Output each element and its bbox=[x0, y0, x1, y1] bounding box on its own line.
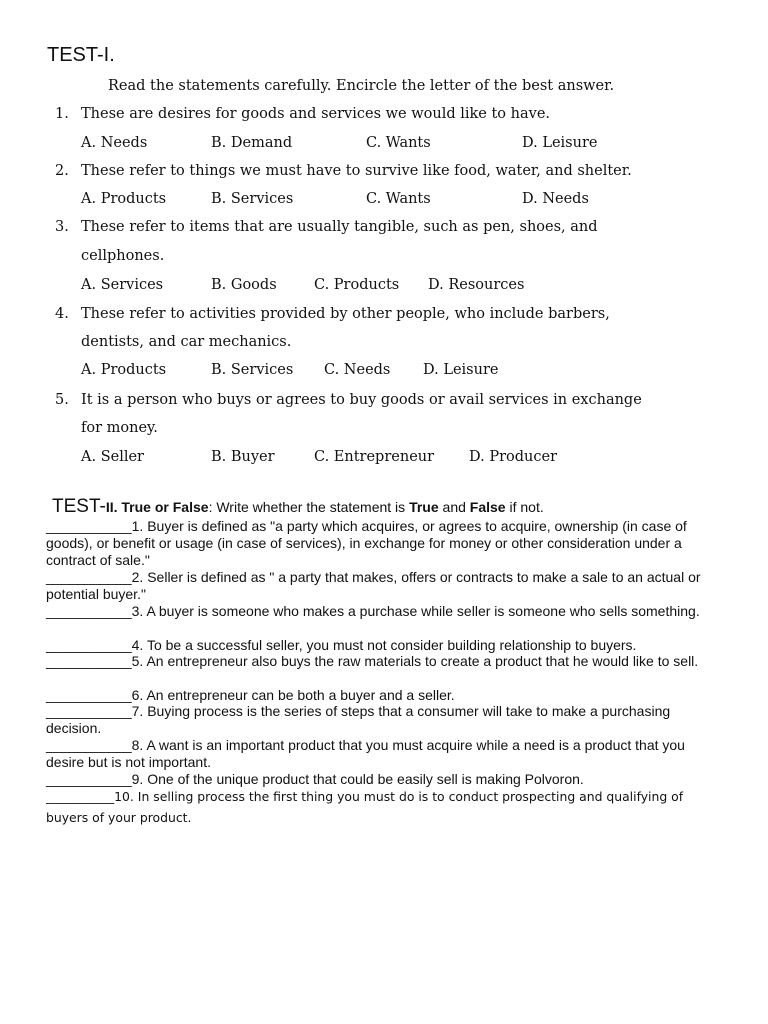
true-false-item-10: ___________10. In selling process the first thing you must do is to conduct prospecting and qualifying of buyers of your product. bbox=[46, 789, 684, 825]
true-false-item-9: ___________9. One of the unique product that could be easily sell is making Polvoron. bbox=[46, 771, 584, 787]
question-5-number: 5. bbox=[55, 392, 69, 408]
test-2-word-false: False bbox=[469, 499, 506, 515]
question-5-text-line-1: It is a person who buys or agrees to buy goods or avail services in exchange bbox=[81, 392, 642, 408]
question-3-text-line-2: cellphones. bbox=[81, 248, 165, 264]
question-2-option-c: C. Wants bbox=[366, 191, 431, 207]
true-false-item-4: ___________4. To be a successful seller, you must not consider building relationship to buyers. bbox=[46, 637, 637, 653]
question-2-option-b: B. Services bbox=[211, 191, 294, 207]
question-4-number: 4. bbox=[55, 306, 69, 322]
question-2-number: 2. bbox=[55, 163, 69, 179]
test-2-label: True or False bbox=[121, 499, 209, 515]
question-3-option-c: C. Products bbox=[314, 277, 400, 293]
question-5-text-line-2: for money. bbox=[81, 420, 158, 436]
question-1-option-b: B. Demand bbox=[211, 135, 293, 151]
question-4-option-b: B. Services bbox=[211, 362, 294, 378]
question-5-option-a: A. Seller bbox=[81, 449, 144, 465]
question-2-option-d: D. Needs bbox=[522, 191, 589, 207]
true-false-item-5: ___________5. An entrepreneur also buys the raw materials to create a product that he would like to sell. bbox=[46, 653, 699, 669]
question-3-option-b: B. Goods bbox=[211, 277, 277, 293]
question-5-option-b: B. Buyer bbox=[211, 449, 275, 465]
test-1-instructions: Read the statements carefully. Encircle the letter of the best answer. bbox=[108, 78, 615, 94]
true-false-item-3: ___________3. A buyer is someone who makes a purchase while seller is someone who sells something. bbox=[46, 603, 700, 619]
question-3-option-d: D. Resources bbox=[428, 277, 525, 293]
question-1-option-d: D. Leisure bbox=[522, 135, 598, 151]
test-2-title-roman: II. bbox=[105, 499, 118, 515]
question-4-text-line-2: dentists, and car mechanics. bbox=[81, 334, 292, 350]
true-false-item-8: ___________8. A want is an important product that you must acquire while a need is a product that you desire but is not important. bbox=[46, 737, 685, 770]
question-4-option-a: A. Products bbox=[81, 362, 167, 378]
question-3-text-line-1: These refer to items that are usually tangible, such as pen, shoes, and bbox=[81, 219, 598, 235]
true-false-item-7: ___________7. Buying process is the series of steps that a consumer will take to make a purchasing decision. bbox=[46, 703, 671, 736]
question-2-text: These refer to things we must have to survive like food, water, and shelter. bbox=[81, 163, 632, 179]
question-1-text: These are desires for goods and services we would like to have. bbox=[81, 106, 551, 122]
question-1-number: 1. bbox=[55, 106, 69, 122]
question-4-option-c: C. Needs bbox=[324, 362, 391, 378]
true-false-item-1: ___________1. Buyer is defined as "a party which acquires, or agrees to acquire, ownership (in case of goods), or benefit or usage (in case of services), in exchange for money or other consideration under a contract of sale." bbox=[46, 518, 687, 568]
test-1-title: TEST-I. bbox=[47, 44, 115, 66]
question-1-option-a: A. Needs bbox=[81, 135, 148, 151]
test-2-instruction-c: if not. bbox=[505, 499, 544, 515]
test-2-instruction-a: : Write whether the statement is bbox=[208, 499, 410, 515]
true-false-item-2: ___________2. Seller is defined as " a party that makes, offers or contracts to make a sale to an actual or potential buyer." bbox=[46, 569, 701, 602]
test-2-instruction-b: and bbox=[438, 499, 470, 515]
question-4-option-d: D. Leisure bbox=[423, 362, 499, 378]
test-2-word-true: True bbox=[409, 499, 439, 515]
test-2-heading bbox=[52, 496, 544, 518]
question-4-text-line-1: These refer to activities provided by other people, who include barbers, bbox=[81, 306, 610, 322]
question-3-option-a: A. Services bbox=[81, 277, 164, 293]
question-2-option-a: A. Products bbox=[81, 191, 167, 207]
question-5-option-c: C. Entrepreneur bbox=[314, 449, 435, 465]
test-2-title-prefix: TEST- bbox=[52, 496, 106, 517]
question-1-option-c: C. Wants bbox=[366, 135, 431, 151]
question-3-number: 3. bbox=[55, 219, 69, 235]
true-false-item-6: ___________6. An entrepreneur can be both a buyer and a seller. bbox=[46, 687, 455, 703]
question-5-option-d: D. Producer bbox=[469, 449, 557, 465]
